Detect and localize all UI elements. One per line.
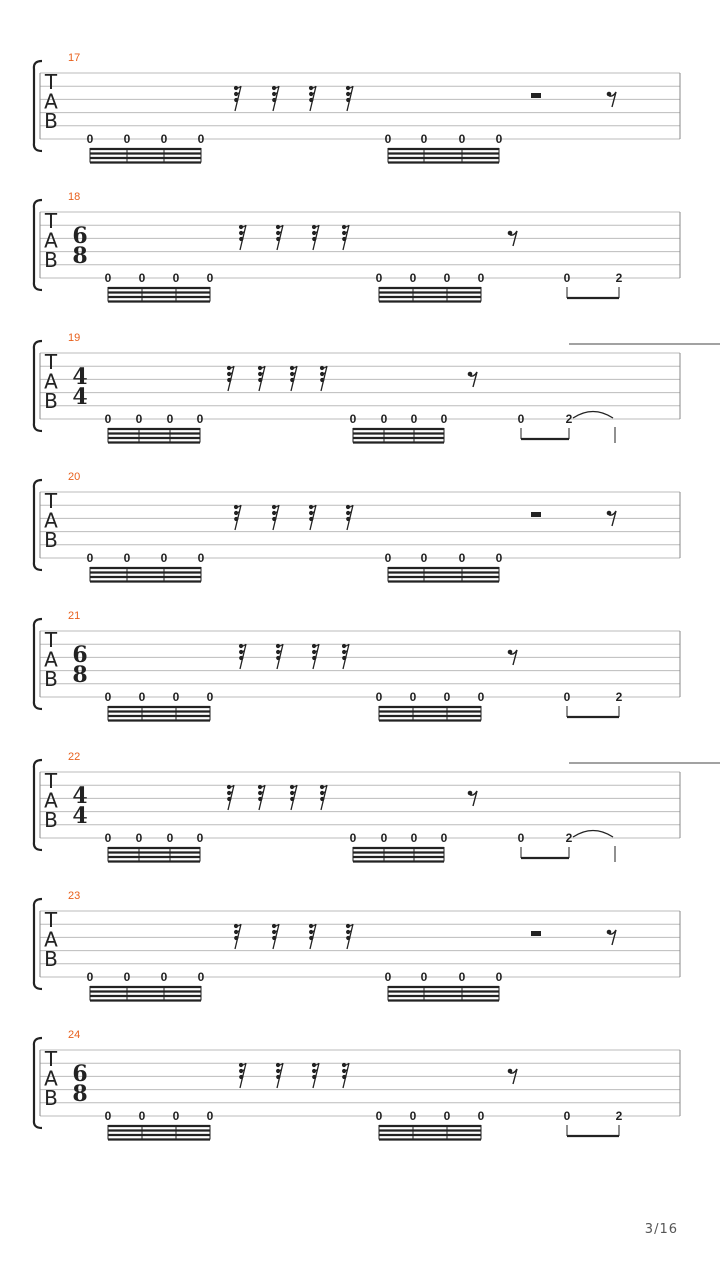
- time-signature-top: 6: [72, 223, 88, 249]
- time-signature-bottom: 8: [72, 1081, 88, 1107]
- tab-clef-b: B: [44, 1086, 58, 1110]
- note-group-1-fret: 0: [160, 132, 168, 146]
- time-signature-top: 4: [72, 364, 88, 390]
- measure-number: 21: [68, 610, 81, 622]
- half-rest: [531, 93, 541, 98]
- note-group-2-fret: 0: [409, 1109, 417, 1123]
- note-group-1-fret: 0: [138, 271, 146, 285]
- tab-clef-a: A: [44, 927, 58, 952]
- tab-clef-b: B: [44, 389, 58, 413]
- note-group-1-fret: 0: [172, 1109, 180, 1123]
- tab-clef-t: T: [44, 350, 58, 374]
- note-group-1-fret: 0: [104, 1109, 112, 1123]
- note-group-1-fret: 0: [138, 690, 146, 704]
- note-group-2-fret: 0: [375, 1109, 383, 1123]
- tab-clef-t: T: [44, 908, 58, 932]
- note-group-2-fret: 0: [495, 551, 503, 565]
- measure-number: 19: [68, 332, 81, 344]
- note-group-2-fret: 0: [349, 412, 357, 426]
- note-group-1-fret: 0: [206, 690, 214, 704]
- note-group-2-fret: 0: [477, 1109, 485, 1123]
- tie: [573, 412, 613, 419]
- tab-clef-t: T: [44, 209, 58, 233]
- note-group-2-fret: 0: [420, 551, 428, 565]
- system-19-bracket: [34, 341, 42, 431]
- note-group-1-fret: 0: [160, 551, 168, 565]
- note-group-1-fret: 0: [135, 412, 143, 426]
- note-group-1-fret: 0: [123, 551, 131, 565]
- system-24-bracket: [34, 1038, 42, 1128]
- note-group-2-fret: 0: [410, 831, 418, 845]
- note-group-1-fret: 0: [172, 271, 180, 285]
- note-group-2-fret: 0: [440, 412, 448, 426]
- note-group-2-fret: 0: [477, 271, 485, 285]
- measure-number: 22: [68, 751, 81, 763]
- note-group-1-fret: 0: [86, 132, 94, 146]
- tab-clef-t: T: [44, 628, 58, 652]
- note-group-1-fret: 0: [206, 1109, 214, 1123]
- note-group-2-fret: 0: [375, 271, 383, 285]
- system-22-bracket: [34, 760, 42, 850]
- note-group-1-fret: 0: [166, 831, 174, 845]
- note-group-1-fret: 0: [197, 132, 205, 146]
- half-rest: [531, 931, 541, 936]
- note-group-2-fret: 0: [409, 690, 417, 704]
- note-group-2-fret: 0: [384, 132, 392, 146]
- note-group-1-fret: 0: [123, 132, 131, 146]
- note-group-tail-fret: 2: [615, 690, 623, 704]
- note-group-2-fret: 0: [375, 690, 383, 704]
- tab-clef-b: B: [44, 808, 58, 832]
- note-group-2-fret: 0: [458, 132, 466, 146]
- note-group-2-fret: 0: [420, 132, 428, 146]
- note-group-1-fret: 0: [197, 551, 205, 565]
- tab-clef-t: T: [44, 1047, 58, 1071]
- note-group-1-fret: 0: [86, 551, 94, 565]
- note-group-tail-fret: 0: [563, 271, 571, 285]
- note-group-2-fret: 0: [380, 831, 388, 845]
- note-group-2-fret: 0: [349, 831, 357, 845]
- system-18-bracket: [34, 200, 42, 290]
- note-group-2-fret: 0: [380, 412, 388, 426]
- note-group-2-fret: 0: [495, 970, 503, 984]
- note-group-tail-fret: 0: [563, 690, 571, 704]
- tab-clef-a: A: [44, 647, 58, 672]
- measure-number: 17: [68, 52, 81, 64]
- note-group-tail-fret: 0: [517, 831, 525, 845]
- measure-number: 23: [68, 890, 81, 902]
- tab-clef-a: A: [44, 508, 58, 533]
- note-group-2-fret: 0: [440, 831, 448, 845]
- note-group-2-fret: 0: [384, 551, 392, 565]
- note-group-1-fret: 0: [197, 970, 205, 984]
- time-signature-bottom: 8: [72, 243, 88, 269]
- note-group-1-fret: 0: [104, 271, 112, 285]
- system-23-bracket: [34, 899, 42, 989]
- time-signature-top: 4: [72, 783, 88, 809]
- note-group-tail-fret: 2: [565, 831, 573, 845]
- time-signature-bottom: 4: [72, 384, 88, 410]
- half-rest: [531, 512, 541, 517]
- note-group-2-fret: 0: [443, 690, 451, 704]
- measure-number: 24: [68, 1029, 81, 1041]
- tab-clef-b: B: [44, 528, 58, 552]
- note-group-1-fret: 0: [206, 271, 214, 285]
- note-group-1-fret: 0: [196, 831, 204, 845]
- tab-clef-t: T: [44, 70, 58, 94]
- note-group-2-fret: 0: [477, 690, 485, 704]
- tab-clef-b: B: [44, 109, 58, 133]
- note-group-1-fret: 0: [123, 970, 131, 984]
- note-group-2-fret: 0: [384, 970, 392, 984]
- note-group-2-fret: 0: [420, 970, 428, 984]
- tab-clef-a: A: [44, 788, 58, 813]
- tab-clef-a: A: [44, 1066, 58, 1091]
- tie: [573, 831, 613, 838]
- time-signature-bottom: 4: [72, 803, 88, 829]
- tab-clef-b: B: [44, 248, 58, 272]
- system-17-bracket: [34, 61, 42, 151]
- note-group-2-fret: 0: [409, 271, 417, 285]
- system-20-bracket: [34, 480, 42, 570]
- time-signature-bottom: 8: [72, 662, 88, 688]
- tab-clef-a: A: [44, 89, 58, 114]
- note-group-1-fret: 0: [166, 412, 174, 426]
- note-group-2-fret: 0: [458, 551, 466, 565]
- note-group-1-fret: 0: [135, 831, 143, 845]
- tab-clef-a: A: [44, 228, 58, 253]
- note-group-2-fret: 0: [410, 412, 418, 426]
- tab-clef-a: A: [44, 369, 58, 394]
- note-group-1-fret: 0: [160, 970, 168, 984]
- note-group-tail-fret: 0: [517, 412, 525, 426]
- page-number: 3/16: [644, 1222, 678, 1237]
- note-group-1-fret: 0: [86, 970, 94, 984]
- tab-clef-b: B: [44, 667, 58, 691]
- system-21-bracket: [34, 619, 42, 709]
- tab-clef-t: T: [44, 489, 58, 513]
- time-signature-top: 6: [72, 642, 88, 668]
- note-group-2-fret: 0: [443, 1109, 451, 1123]
- note-group-1-fret: 0: [104, 690, 112, 704]
- measure-number: 20: [68, 471, 81, 483]
- measure-number: 18: [68, 191, 81, 203]
- note-group-tail-fret: 0: [563, 1109, 571, 1123]
- note-group-1-fret: 0: [104, 412, 112, 426]
- time-signature-top: 6: [72, 1061, 88, 1087]
- note-group-tail-fret: 2: [615, 1109, 623, 1123]
- tab-clef-t: T: [44, 769, 58, 793]
- note-group-tail-fret: 2: [615, 271, 623, 285]
- note-group-1-fret: 0: [196, 412, 204, 426]
- tab-clef-b: B: [44, 947, 58, 971]
- note-group-1-fret: 0: [104, 831, 112, 845]
- note-group-2-fret: 0: [458, 970, 466, 984]
- note-group-2-fret: 0: [443, 271, 451, 285]
- note-group-1-fret: 0: [172, 690, 180, 704]
- note-group-tail-fret: 2: [565, 412, 573, 426]
- note-group-1-fret: 0: [138, 1109, 146, 1123]
- note-group-2-fret: 0: [495, 132, 503, 146]
